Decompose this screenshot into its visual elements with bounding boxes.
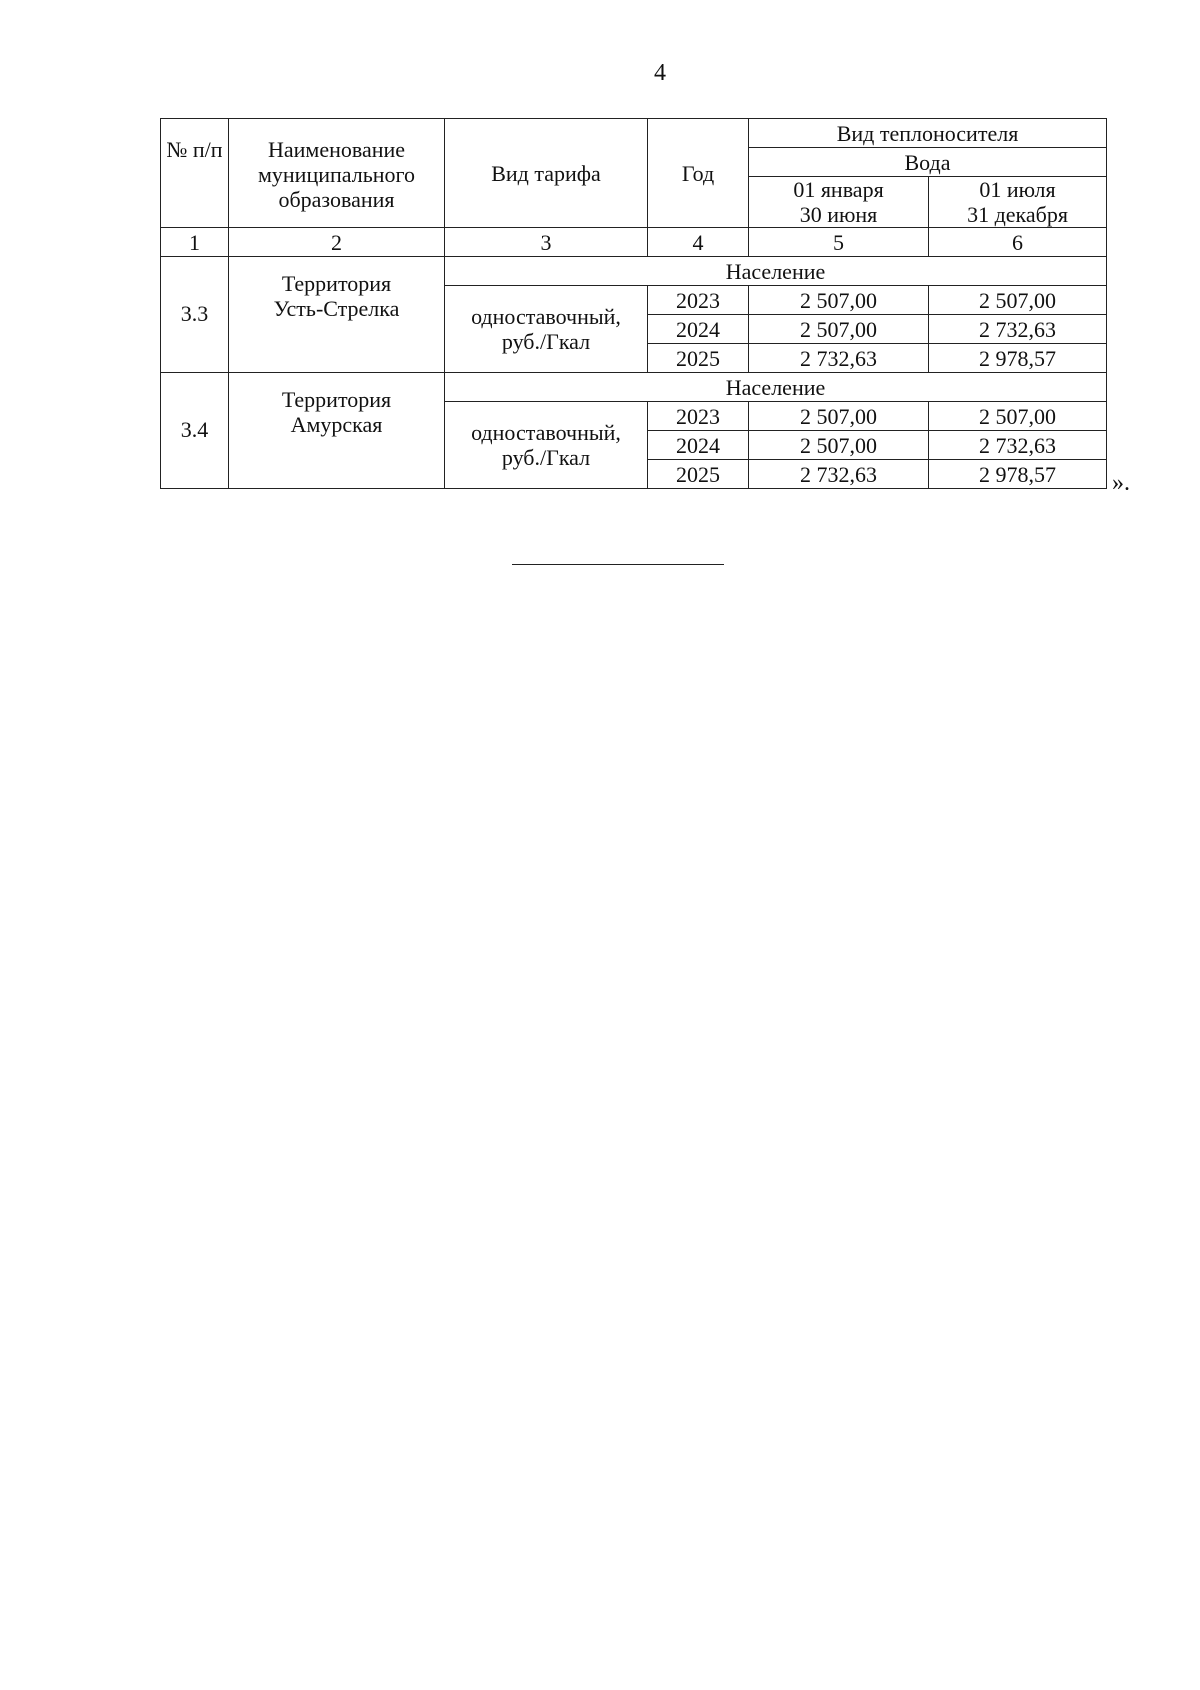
municipality-name-line1: Территория	[281, 387, 392, 412]
tariff-type-cell	[445, 402, 648, 489]
value-period-2: 2 732,63	[929, 431, 1107, 460]
header-period-2-line2: 31 декабря	[967, 202, 1068, 227]
header-period-1-line2: 30 июня	[799, 202, 878, 227]
row-num	[161, 373, 229, 489]
header-municipality: Наименование муниципального образования	[229, 119, 445, 228]
table-row	[161, 257, 1107, 286]
tariff-type-line2: руб./Гкал	[501, 445, 591, 470]
table-row	[161, 373, 1107, 402]
column-number: 3	[445, 228, 648, 257]
value-period-1: 2 732,63	[749, 344, 929, 373]
column-number: 5	[749, 228, 929, 257]
value-period-1: 2 507,00	[749, 431, 929, 460]
tariff-type-line2: руб./Гкал	[501, 329, 591, 354]
year-cell: 2023	[648, 402, 749, 431]
column-number: 2	[229, 228, 445, 257]
municipality-name-line1: Территория	[281, 271, 392, 296]
header-tariff-type: Вид тарифа	[445, 119, 648, 228]
row-num-text: 3.3	[180, 301, 209, 326]
value-period-2: 2 507,00	[929, 402, 1107, 431]
header-period-2	[929, 177, 1107, 228]
value-period-2: 2 978,57	[929, 344, 1107, 373]
row-num	[161, 257, 229, 373]
row-num-text: 3.4	[180, 417, 209, 442]
value-period-2: 2 507,00	[929, 286, 1107, 315]
municipality-name	[229, 257, 445, 373]
header-coolant: Вода	[749, 148, 1107, 177]
category-label: Население	[445, 257, 1107, 286]
year-cell: 2025	[648, 344, 749, 373]
tariff-type-line1: одноставочный,	[471, 420, 621, 445]
header-period-2-line1: 01 июля	[979, 177, 1056, 202]
tariff-table	[160, 118, 1107, 489]
municipality-name	[229, 373, 445, 489]
value-period-2: 2 732,63	[929, 315, 1107, 344]
header-period-1	[749, 177, 929, 228]
tariff-type-line1: одноставочный,	[471, 304, 621, 329]
end-divider	[512, 564, 724, 565]
value-period-1: 2 507,00	[749, 402, 929, 431]
column-number: 4	[648, 228, 749, 257]
year-cell: 2023	[648, 286, 749, 315]
value-period-1: 2 507,00	[749, 286, 929, 315]
closing-quote: ».	[1112, 470, 1130, 496]
value-period-2: 2 978,57	[929, 460, 1107, 489]
header-period-1-line1: 01 января	[793, 177, 884, 202]
header-year: Год	[648, 119, 749, 228]
category-label: Население	[445, 373, 1107, 402]
municipality-name-line2: Усть-Стрелка	[273, 296, 400, 321]
value-period-1: 2 732,63	[749, 460, 929, 489]
year-cell: 2024	[648, 431, 749, 460]
column-number: 6	[929, 228, 1107, 257]
tariff-type-cell	[445, 286, 648, 373]
year-cell: 2024	[648, 315, 749, 344]
column-number-row	[161, 228, 1107, 257]
page-number: 4	[654, 60, 666, 86]
municipality-name-line2: Амурская	[290, 412, 383, 437]
value-period-1: 2 507,00	[749, 315, 929, 344]
header-coolant-type: Вид теплоносителя	[749, 119, 1107, 148]
column-number: 1	[161, 228, 229, 257]
year-cell: 2025	[648, 460, 749, 489]
header-num: № п/п	[161, 119, 229, 228]
